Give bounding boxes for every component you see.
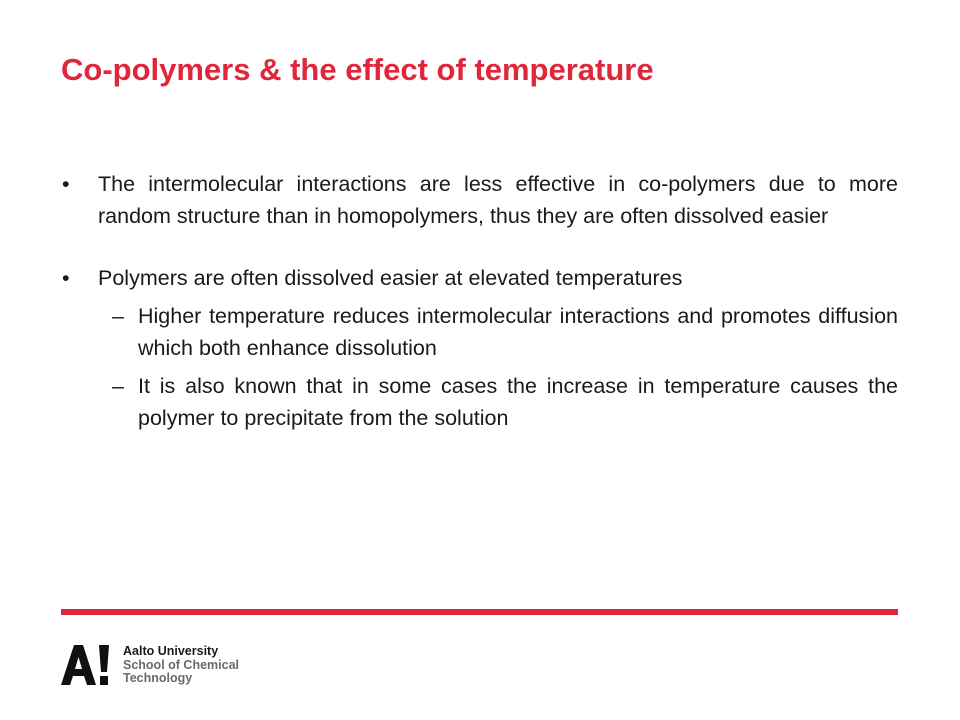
bullet-text: The intermolecular interactions are less effective in co-polymers due to more random structure than in homopolymers, thus they are often dissolved easier	[98, 172, 898, 228]
logo-line-technology: Technology	[123, 671, 193, 685]
bullet-dot-icon: •	[62, 266, 70, 290]
bullet-item	[62, 168, 898, 232]
dash-icon: –	[112, 304, 124, 328]
bullet-item	[62, 262, 898, 294]
dash-icon: –	[112, 374, 124, 398]
footer-divider	[61, 609, 898, 615]
bullet-dot-icon: •	[62, 172, 70, 196]
slide-body	[62, 168, 898, 434]
sub-bullet-item	[62, 370, 898, 434]
sub-bullet-text: Higher temperature reduces intermolecular interactions and promotes diffusion which both enhance dissolution	[138, 304, 898, 360]
slide-title: Co-polymers & the effect of temperature	[61, 52, 654, 87]
aalto-logo-icon	[61, 645, 111, 685]
sub-bullet-item	[62, 300, 898, 364]
bullet-text: Polymers are often dissolved easier at elevated temperatures	[98, 266, 683, 290]
logo-text	[123, 645, 313, 686]
logo-line-school: School of Chemical	[123, 657, 239, 672]
logo-line-university: Aalto University	[123, 644, 219, 658]
sub-bullet-text: It is also known that in some cases the increase in temperature causes the polymer to precipitate from the solution	[138, 374, 898, 430]
